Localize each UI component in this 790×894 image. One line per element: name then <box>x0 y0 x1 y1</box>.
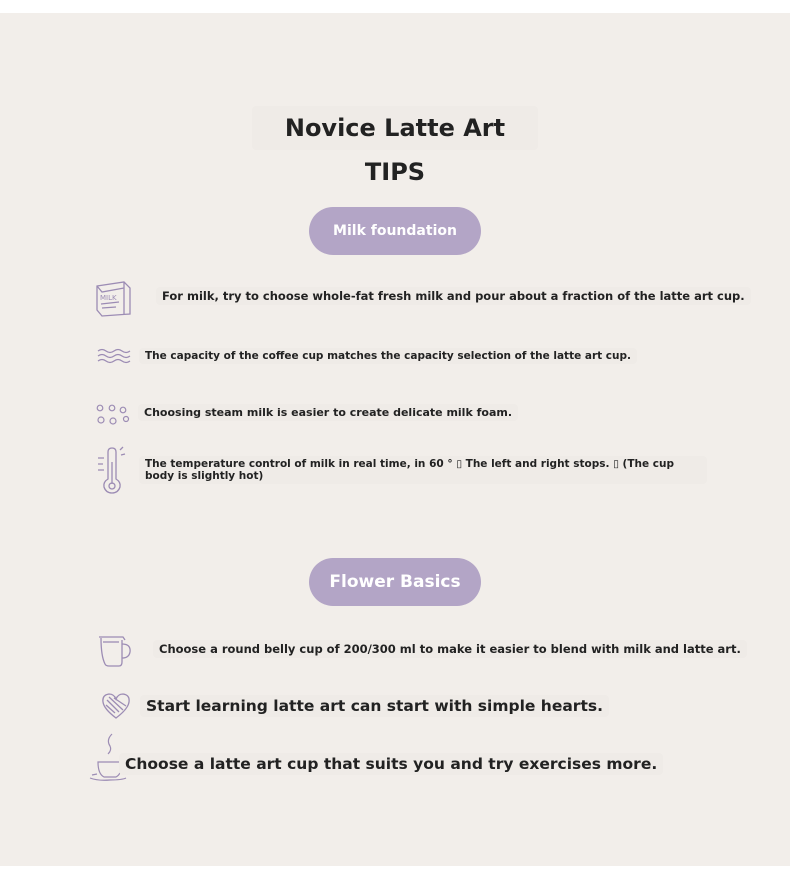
tip-text: Choose a round belly cup of 200/300 ml to make it easier to blend with milk and latte art. <box>153 640 747 658</box>
tip-text: The temperature control of milk in real time, in 60 ° ▯ The left and right stops. ▯ (The cup body is slightly hot) <box>139 456 707 484</box>
milk-pitcher-icon <box>97 634 133 668</box>
thermometer-icon <box>96 446 126 494</box>
tip-text: The capacity of the coffee cup matches the capacity selection of the latte art cup. <box>139 348 637 364</box>
bubbles-icon <box>96 404 130 426</box>
svg-text:MILK: MILK <box>100 294 117 302</box>
section-heading-flower-basics: Flower Basics <box>309 558 481 606</box>
heart-icon <box>101 692 131 720</box>
milk-carton-icon <box>94 278 134 318</box>
page-title: Novice Latte Art TIPS <box>252 106 538 150</box>
tip-text: Start learning latte art can start with simple hearts. <box>140 695 609 717</box>
section-heading-milk-foundation: Milk foundation <box>309 207 481 255</box>
tip-text: Choosing steam milk is easier to create delicate milk foam. <box>138 404 518 421</box>
tip-text: For milk, try to choose whole-fat fresh milk and pour about a fraction of the latte art cup. <box>156 287 751 305</box>
tip-text: Choose a latte art cup that suits you and try exercises more. <box>119 753 663 775</box>
waves-icon <box>97 348 131 364</box>
